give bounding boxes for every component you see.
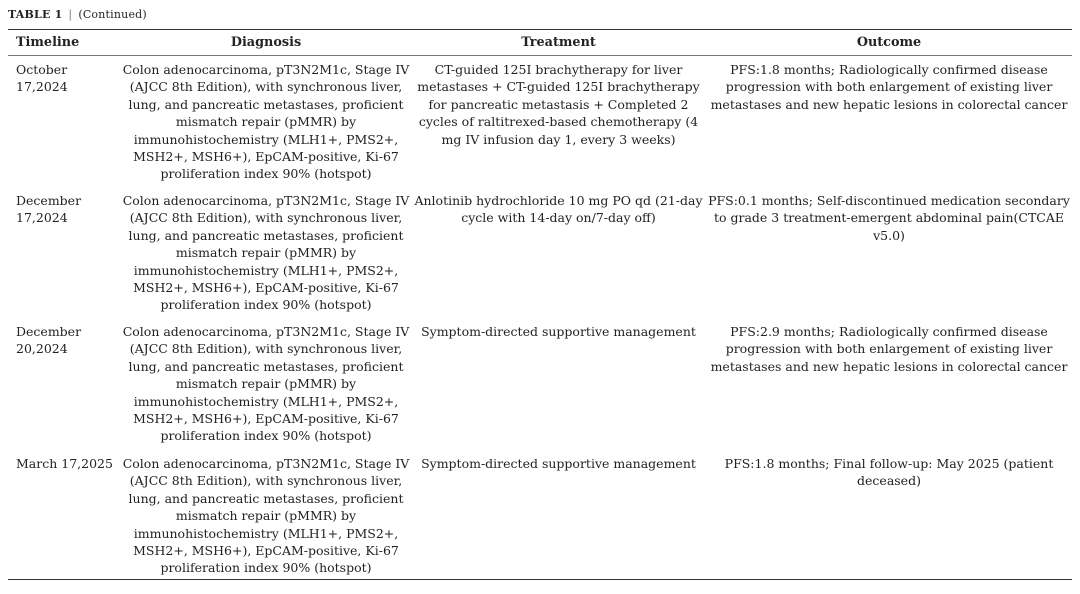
column-header-outcome: Outcome bbox=[856, 34, 922, 50]
outcome-cell: PFS:2.9 months; Radiologically confirmed disease progression with both enlargement of existing liver metastases and new hepatic lesions in colorectal cancer bbox=[710, 324, 1068, 374]
timeline-cell: December 20,2024 bbox=[16, 324, 82, 357]
outcome-cell: PFS:1.8 months; Final follow-up: May 2025 (patient deceased) bbox=[724, 456, 1054, 489]
table-continued-note: (Continued) bbox=[78, 8, 147, 21]
diagnosis-cell: Colon adenocarcinoma, pT3N2M1c, Stage IV (AJCC 8th Edition), with synchronous liver, lung, and pancreatic metastases, proficient mismatch repair (pMMR) by immunohistochemistry (MLH1+, PMS2+, MSH2+, MSH6+), EpCAM-positive, Ki-67 proliferation index 90% (hotspot) bbox=[122, 193, 410, 313]
outcome-cell: PFS:0.1 months; Self-discontinued medication secondary to grade 3 treatment-emergent abdominal pain(CTCAE v5.0) bbox=[708, 193, 1070, 243]
treatment-cell: CT-guided 125I brachytherapy for liver metastases + CT-guided 125I brachytherapy for pancreatic metastasis + Completed 2 cycles of raltitrexed-based chemotherapy (4 mg IV infusion day 1, every 3 weeks) bbox=[417, 62, 700, 147]
diagnosis-cell: Colon adenocarcinoma, pT3N2M1c, Stage IV (AJCC 8th Edition), with synchronous liver, lung, and pancreatic metastases, proficient mismatch repair (pMMR) by immunohistochemistry (MLH1+, PMS2+, MSH2+, MSH6+), EpCAM-positive, Ki-67 proliferation index 90% (hotspot) bbox=[122, 62, 410, 182]
data-table bbox=[8, 30, 1072, 582]
treatment-cell: Anlotinib hydrochloride 10 mg PO qd (21-day cycle with 14-day on/7-day off) bbox=[414, 193, 703, 226]
table-label: TABLE 1 bbox=[8, 8, 63, 21]
outcome-cell: PFS:1.8 months; Radiologically confirmed disease progression with both enlargement of existing liver metastases and new hepatic lesions in colorectal cancer bbox=[710, 62, 1068, 112]
table-row bbox=[8, 317, 1072, 449]
table-header-row bbox=[8, 30, 1072, 55]
treatment-cell: Symptom-directed supportive management bbox=[421, 456, 696, 471]
treatment-cell: Symptom-directed supportive management bbox=[421, 324, 696, 339]
column-header-treatment: Treatment bbox=[521, 34, 596, 50]
column-header-timeline: Timeline bbox=[16, 34, 80, 50]
caption-separator: | bbox=[68, 8, 73, 21]
timeline-cell: March 17,2025 bbox=[16, 456, 113, 471]
timeline-cell: October 17,2024 bbox=[16, 62, 68, 95]
timeline-cell: December 17,2024 bbox=[16, 193, 82, 226]
table-row bbox=[8, 186, 1072, 317]
table-caption bbox=[8, 8, 147, 21]
column-header-diagnosis: Diagnosis bbox=[230, 34, 302, 50]
diagnosis-cell: Colon adenocarcinoma, pT3N2M1c, Stage IV (AJCC 8th Edition), with synchronous liver, lung, and pancreatic metastases, proficient mismatch repair (pMMR) by immunohistochemistry (MLH1+, PMS2+, MSH2+, MSH6+), EpCAM-positive, Ki-67 proliferation index 90% (hotspot) bbox=[122, 324, 410, 444]
diagnosis-cell: Colon adenocarcinoma, pT3N2M1c, Stage IV (AJCC 8th Edition), with synchronous liver, lung, and pancreatic metastases, proficient mismatch repair (pMMR) by immunohistochemistry (MLH1+, PMS2+, MSH2+, MSH6+), EpCAM-positive, Ki-67 proliferation index 90% (hotspot) bbox=[122, 456, 410, 576]
table-row bbox=[8, 55, 1072, 186]
table-row bbox=[8, 449, 1072, 582]
